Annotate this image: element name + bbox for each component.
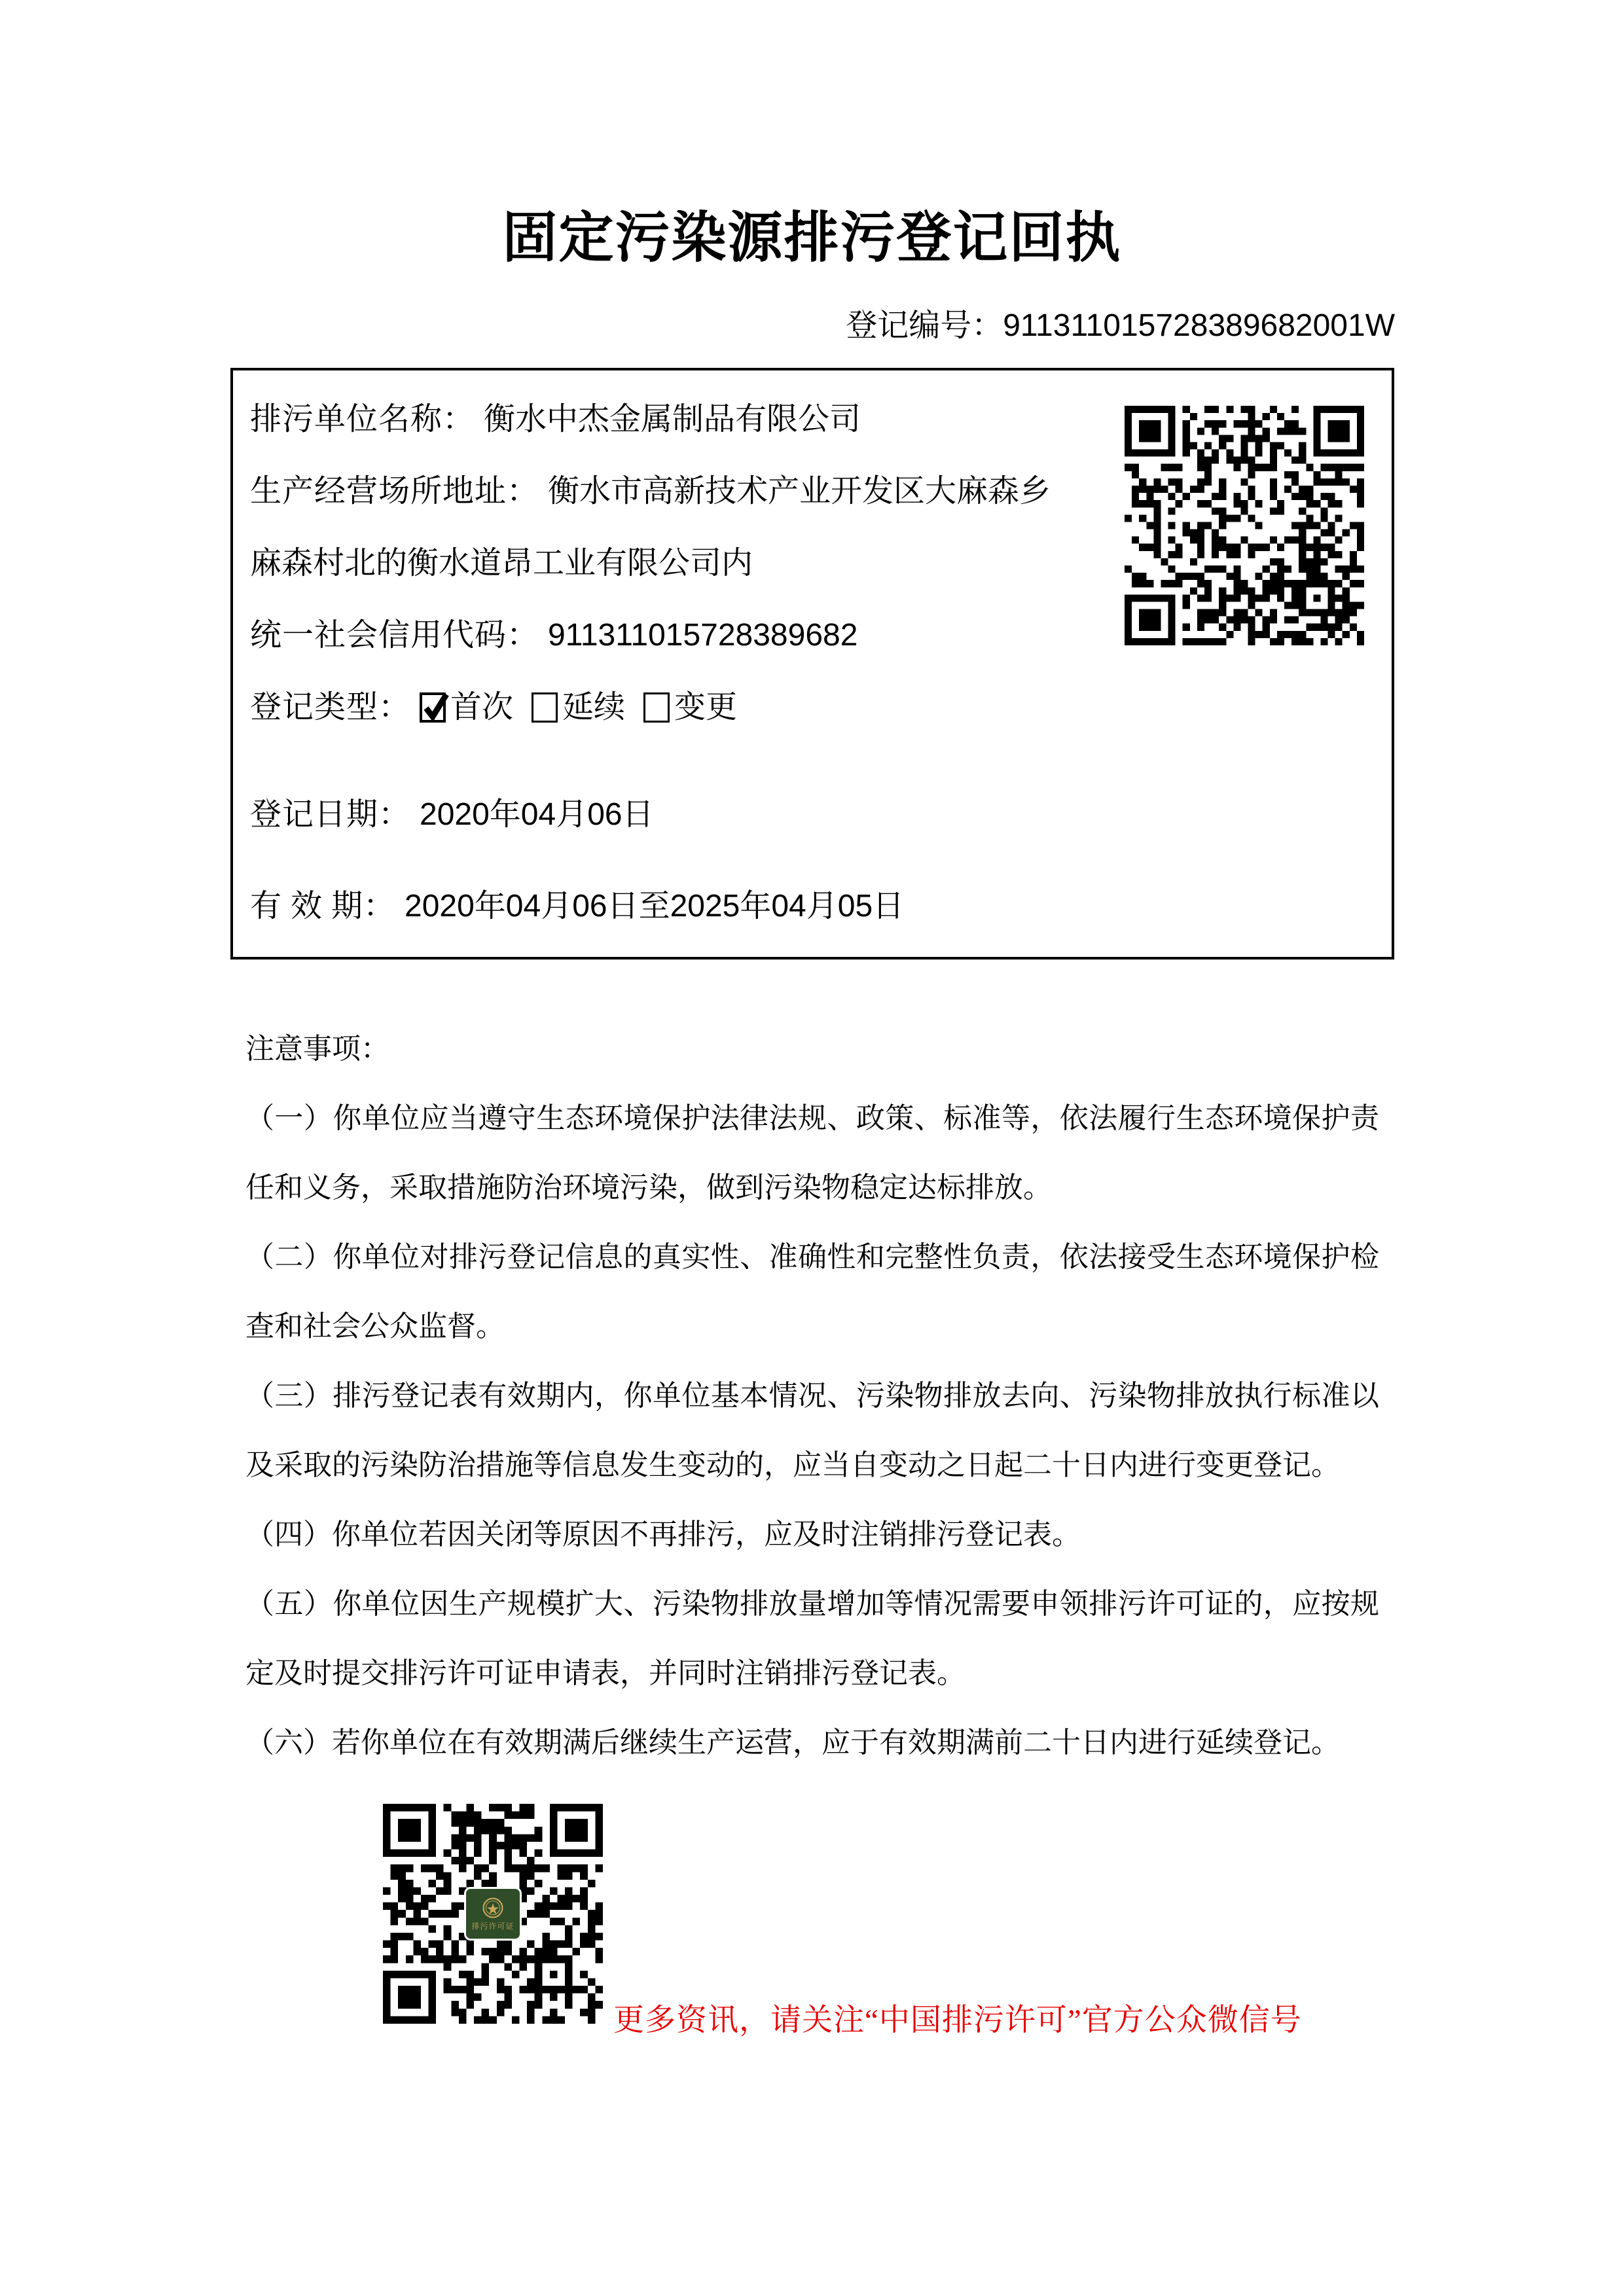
field-credit-code (250, 600, 1055, 672)
registration-number-value: 911311015728389682001W (1003, 308, 1395, 343)
field-valid-period-label: 有 效 期： (250, 889, 396, 924)
wechat-qr-logo (464, 1887, 522, 1941)
checkbox-checked-icon (420, 692, 446, 723)
note-item-4: （四）你单位若因关闭等原因不再排污，应及时注销排污登记表。 (245, 1518, 1081, 1551)
notes-section (245, 1014, 1379, 1778)
note-item-3: （三）排污登记表有效期内，你单位基本情况、污染物排放去向、污染物排放执行标准以及采取的污染防治措施等信息发生变动的，应当自变动之日起二十日内进行变更登记。 (245, 1380, 1379, 1481)
checkbox-empty-icon (643, 692, 670, 723)
field-registration-date-label: 登记日期： (250, 797, 411, 832)
reg-type-option-renewal-label: 延续 (562, 690, 626, 725)
info-box (230, 368, 1394, 960)
checkbox-empty-icon (532, 692, 558, 723)
reg-type-option-change (643, 690, 737, 725)
field-registration-date-value: 2020年04月06日 (420, 797, 654, 832)
field-valid-period (250, 870, 1055, 942)
document-title: 固定污染源排污登记回执 (502, 208, 1122, 269)
reg-type-option-first (420, 690, 513, 725)
emblem-icon (482, 1897, 504, 1919)
field-unit-name (250, 384, 1055, 456)
field-registration-type (250, 672, 1055, 744)
field-registration-type-label: 登记类型： (250, 690, 411, 725)
info-box-fields (250, 384, 1055, 942)
registration-qr-code (1125, 406, 1364, 645)
field-address-value: 衡水市高新技术产业开发区大麻森乡麻森村北的衡水道昂工业有限公司内 (250, 474, 1051, 581)
field-credit-code-value: 911311015728389682 (548, 618, 858, 653)
field-address-label: 生产经营场所地址： (250, 474, 539, 509)
field-registration-date (250, 779, 1055, 851)
reg-type-option-change-label: 变更 (674, 690, 738, 725)
note-item-5: （五）你单位因生产规模扩大、污染物排放量增加等情况需要申领排污许可证的，应按规定及时提交排污许可证申请表，并同时注销排污登记表。 (245, 1588, 1379, 1689)
notes-heading: 注意事项： (245, 1033, 389, 1065)
registration-number-label: 登记编号： (846, 308, 1003, 343)
wechat-qr-code (383, 1804, 603, 2024)
note-item-1: （一）你单位应当遵守生态环境保护法律法规、政策、标准等，依法履行生态环境保护责任和义务，采取措施防治环境污染，做到污染物稳定达标排放。 (245, 1102, 1379, 1204)
note-item-2: （二）你单位对排污登记信息的真实性、准确性和完整性负责，依法接受生态环境保护检查和社会公众监督。 (245, 1241, 1379, 1342)
qr-caption: 更多资讯，请关注“中国排污许可”官方公众微信号 (613, 2003, 1302, 2037)
footer (383, 1804, 1302, 2037)
field-credit-code-label: 统一社会信用代码： (250, 618, 539, 653)
field-valid-period-value: 2020年04月06日至2025年04月05日 (405, 889, 905, 924)
note-item-6: （六）若你单位在有效期满后继续生产运营，应于有效期满前二十日内进行延续登记。 (245, 1727, 1340, 1759)
reg-type-option-renewal (532, 690, 625, 725)
field-unit-name-label: 排污单位名称： (250, 402, 475, 437)
registration-number-row (846, 300, 1395, 345)
wechat-qr-logo-text: 排污许可证 (471, 1921, 514, 1931)
reg-type-option-first-label: 首次 (450, 690, 514, 725)
field-unit-name-value: 衡水中杰金属制品有限公司 (484, 402, 861, 437)
field-address (250, 456, 1055, 600)
